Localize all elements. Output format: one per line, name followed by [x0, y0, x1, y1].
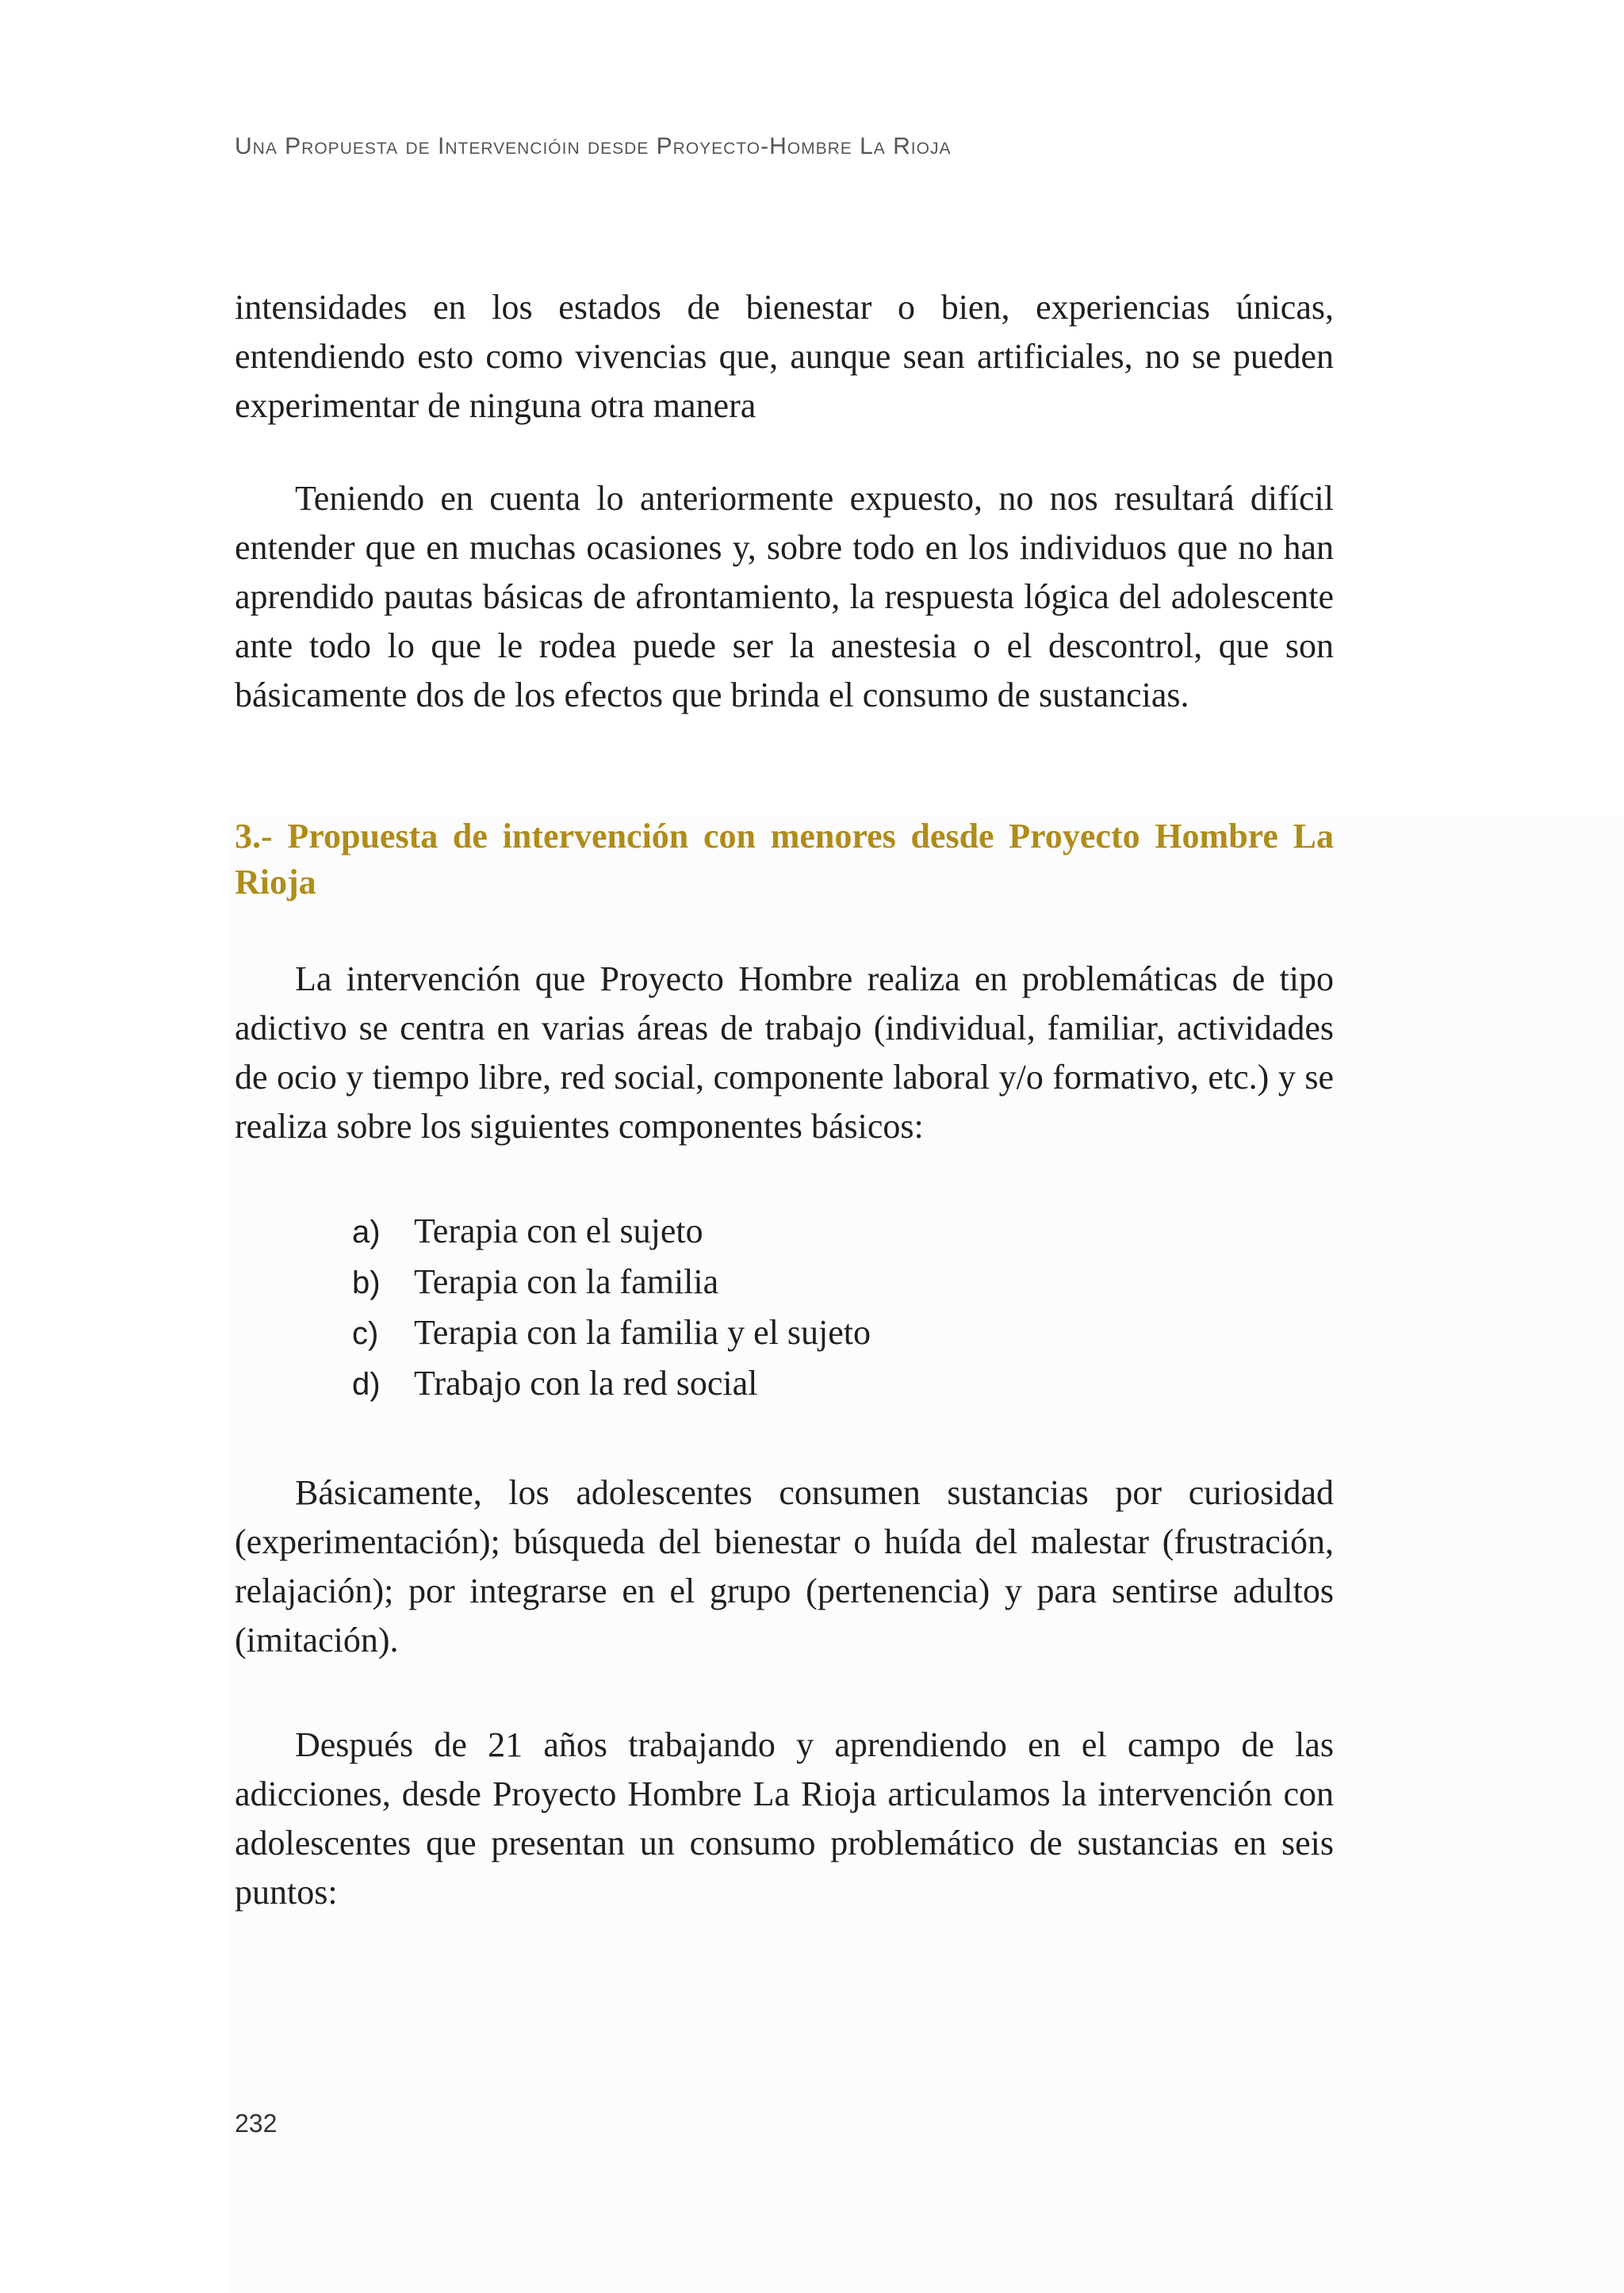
- list-item-text: Terapia con el sujeto: [414, 1212, 703, 1250]
- list-item-text: Trabajo con la red social: [414, 1364, 758, 1403]
- paragraph-continuation: intensidades en los estados de bienestar o bien, experiencias únicas, entendiendo esto como vivencias que, aunque sean artificiales, no se pueden experimentar de ninguna otra manera: [235, 288, 1334, 425]
- list-marker: c): [352, 1316, 379, 1351]
- components-list: [352, 1206, 871, 1409]
- paragraph-motives: Básicamente, los adolescentes consumen sustancias por curiosidad (experimentación); búsqueda del bienestar o huída del malestar (frustración, relajación); por integrarse en el grupo (pertenencia) y para sentirse adultos (imitación).: [235, 1473, 1334, 1659]
- list-item: [352, 1206, 871, 1257]
- list-item-text: Terapia con la familia y el sujeto: [414, 1313, 871, 1352]
- page-number: 232: [235, 2109, 278, 2138]
- list-item: [352, 1358, 871, 1409]
- running-head: Una Propuesta de Intervencióin desde Proyecto-Hombre La Rioja: [235, 133, 952, 159]
- paragraph-approach: Después de 21 años trabajando y aprendiendo en el campo de las adicciones, desde Proyecto Hombre La Rioja articulamos la intervención con adolescentes que presentan un consumo problemático de sustancias en seis puntos:: [235, 1725, 1334, 1912]
- list-marker: b): [352, 1265, 381, 1300]
- paragraph-context: Teniendo en cuenta lo anteriormente expuesto, no nos resultará difícil entender que en muchas ocasiones y, sobre todo en los individuos que no han aprendido pautas básicas de afrontamiento, la respuesta lógica del adolescente ante todo lo que le rodea puede ser la anestesia o el descontrol, que son básicamente dos de los efectos que brinda el consumo de sustancias.: [235, 479, 1334, 714]
- list-item: [352, 1307, 871, 1358]
- list-item: [352, 1257, 871, 1307]
- section-heading: 3.- Propuesta de intervención con menores desde Proyecto Hombre La Rioja: [235, 817, 1334, 902]
- paragraph-intervention: La intervención que Proyecto Hombre realiza en problemáticas de tipo adictivo se centra en varias áreas de trabajo (individual, familiar, actividades de ocio y tiempo libre, red social, componente laboral y/o formativo, etc.) y se realiza sobre los siguientes componentes básicos:: [235, 959, 1334, 1146]
- list-item-text: Terapia con la familia: [414, 1262, 719, 1301]
- list-marker: d): [352, 1367, 381, 1402]
- list-marker: a): [352, 1215, 381, 1250]
